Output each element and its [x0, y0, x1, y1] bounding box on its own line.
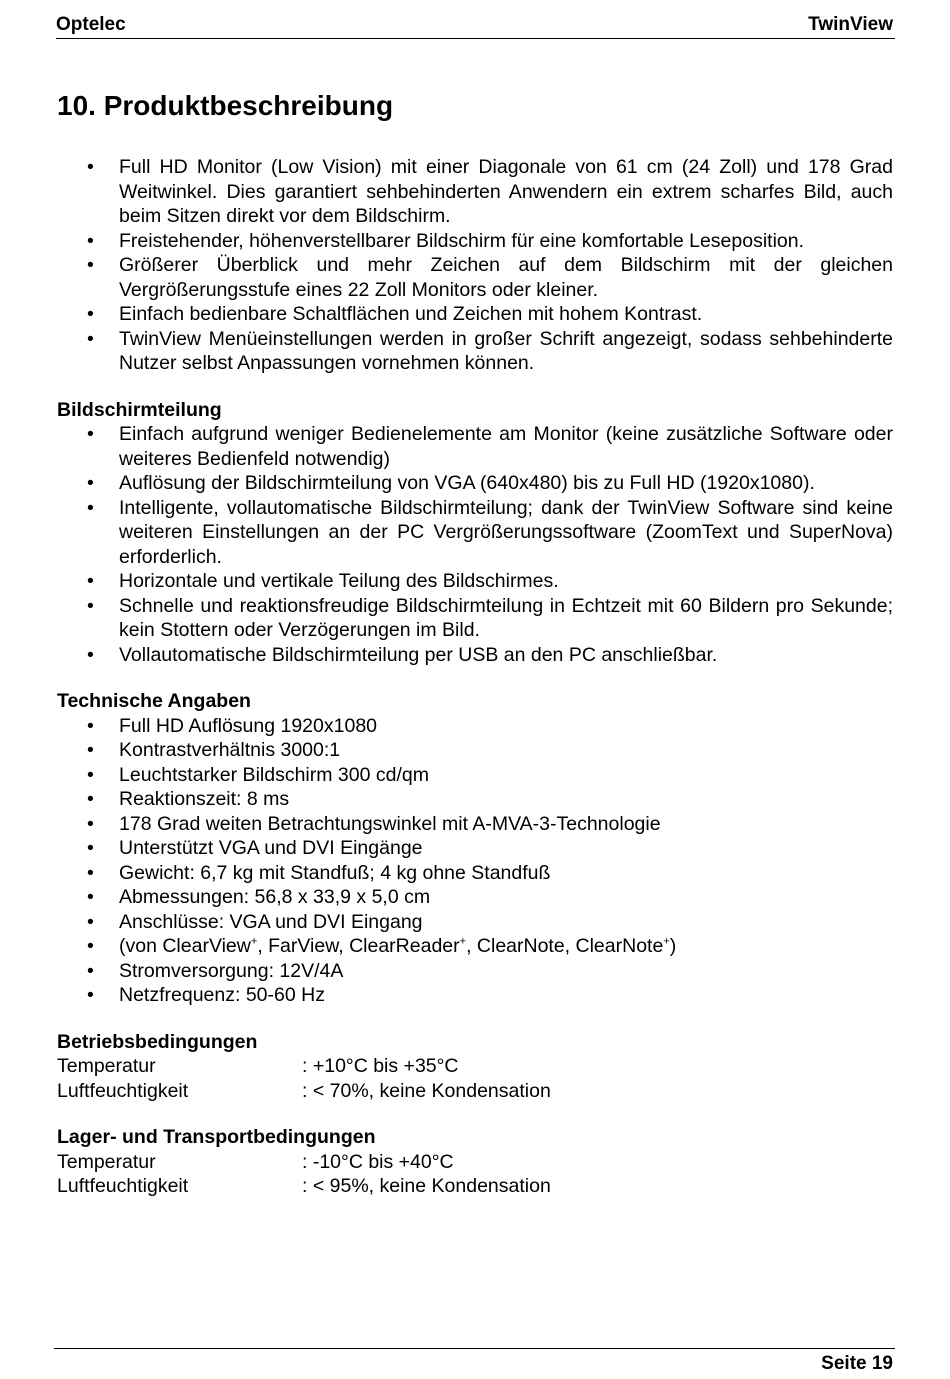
list-item: • Leuchtstarker Bildschirm 300 cd/qm	[57, 763, 893, 788]
list-item: • Gewicht: 6,7 kg mit Standfuß; 4 kg ohne Standfuß	[57, 861, 893, 886]
page-footer	[54, 1348, 895, 1374]
compat-prefix: (von ClearView	[119, 935, 251, 957]
list-item-compatible-devices	[57, 934, 893, 959]
section-heading-tech: Technische Angaben	[57, 690, 251, 712]
list-item: • Anschlüsse: VGA und DVI Eingang	[57, 910, 893, 935]
spec-value: : +10°C bis +35°C	[302, 1055, 459, 1077]
list-item: • Einfach bedienbare Schaltflächen und Zeichen mit hohem Kontrast.	[57, 302, 893, 327]
spec-value: : < 70%, keine Kondensation	[302, 1079, 551, 1102]
compat-sup: +	[663, 935, 670, 948]
spec-value: : < 95%, keine Kondensation	[302, 1175, 551, 1197]
intro-list	[57, 155, 893, 376]
compat-mid: , ClearNote, ClearNote	[466, 935, 664, 957]
spec-row	[57, 1174, 893, 1199]
spec-row	[57, 1054, 893, 1079]
spec-row	[57, 1079, 893, 1104]
spec-label: Luftfeuchtigkeit	[57, 1175, 189, 1197]
list-item: • Full HD Auflösung 1920x1080	[57, 714, 893, 739]
compat-sup: +	[459, 935, 467, 948]
page-header	[56, 12, 895, 39]
list-item: • Freistehender, höhenverstellbarer Bildschirm für eine komfortable Leseposition.	[57, 229, 893, 254]
list-item: • Kontrastverhältnis 3000:1	[57, 738, 893, 763]
spec-label: Luftfeuchtigkeit	[57, 1079, 189, 1102]
list-item: • Schnelle und reaktionsfreudige Bildschirmteilung in Echtzeit mit 60 Bildern pro Sekunde; kein Stottern oder Verzögerungen im Bild.	[57, 594, 893, 643]
list-item: • Unterstützt VGA und DVI Eingänge	[57, 836, 893, 861]
list-item: • Größerer Überblick und mehr Zeichen auf dem Bildschirm mit der gleichen Vergrößerungsstufe eines 22 Zoll Monitors oder kleiner.	[57, 253, 893, 302]
list-item: • Reaktionszeit: 8 ms	[57, 787, 893, 812]
list-item: • Netzfrequenz: 50-60 Hz	[57, 983, 893, 1008]
page-title: 10. Produktbeschreibung	[57, 90, 394, 121]
section-heading-operating: Betriebsbedingungen	[57, 1030, 258, 1053]
compat-mid: , FarView, ClearReader	[257, 935, 460, 957]
list-item: • Abmessungen: 56,8 x 33,9 x 5,0 cm	[57, 885, 893, 910]
page-number: Seite 19	[821, 1353, 893, 1374]
list-item: • 178 Grad weiten Betrachtungswinkel mit A-MVA-3-Technologie	[57, 812, 893, 837]
list-item: • Auflösung der Bildschirmteilung von VGA (640x480) bis zu Full HD (1920x1080).	[57, 471, 893, 496]
document-body	[57, 155, 893, 1199]
list-item: • Horizontale und vertikale Teilung des Bildschirmes.	[57, 569, 893, 594]
spec-value: : -10°C bis +40°C	[302, 1150, 454, 1173]
spec-label: Temperatur	[57, 1055, 156, 1077]
list-item: • Intelligente, vollautomatische Bildschirmteilung; dank der TwinView Software sind keine weiteren Einstellungen an der PC Vergrößerungssoftware (ZoomText und SuperNova) erforderlich.	[57, 496, 893, 570]
header-brand: Optelec	[56, 14, 126, 35]
list-item: • TwinView Menüeinstellungen werden in großer Schrift angezeigt, sodass sehbehinderte Nutzer selbst Anpassungen vornehmen können.	[57, 327, 893, 376]
spec-row	[57, 1150, 893, 1175]
list-item: • Stromversorgung: 12V/4A	[57, 959, 893, 984]
header-product: TwinView	[808, 14, 893, 35]
list-item: • Full HD Monitor (Low Vision) mit einer Diagonale von 61 cm (24 Zoll) und 178 Grad Weitwinkel. Dies garantiert sehbehinderten Anwendern ein extrem scharfes Bild, auch beim Sitzen direkt vor dem Bildschirm.	[57, 155, 893, 229]
tech-list	[57, 714, 893, 1008]
section-heading-storage: Lager- und Transportbedingungen	[57, 1126, 376, 1148]
list-item: • Vollautomatische Bildschirmteilung per USB an den PC anschließbar.	[57, 643, 893, 668]
spec-label: Temperatur	[57, 1150, 156, 1173]
compat-sup: +	[250, 935, 258, 948]
list-item: • Einfach aufgrund weniger Bedienelemente am Monitor (keine zusätzliche Software oder weiteres Bedienfeld notwendig)	[57, 422, 893, 471]
section-heading-split: Bildschirmteilung	[57, 398, 222, 421]
compat-suffix: )	[669, 935, 677, 957]
split-list	[57, 422, 893, 667]
